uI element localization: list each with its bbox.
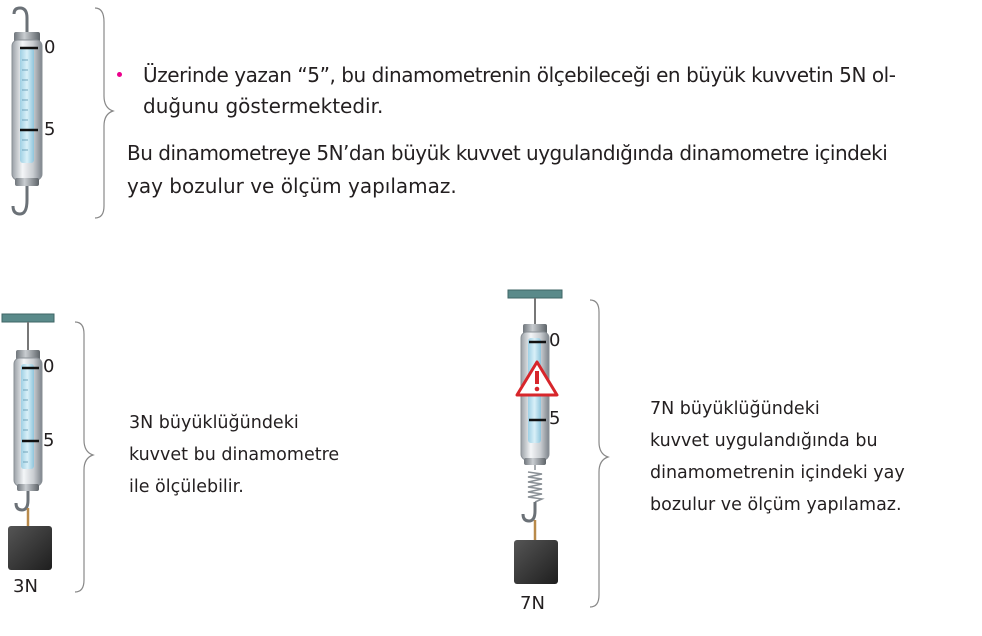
right-text-line-2: kuvvet uygulandığında bu (650, 431, 878, 451)
left-hook-icon (16, 491, 28, 510)
right-hook-icon (523, 502, 535, 521)
left-scale-zero: 0 (43, 356, 55, 377)
top-scale-zero: 0 (44, 37, 56, 58)
left-text-line-1: 3N büyüklüğündeki (129, 413, 299, 433)
top-bullet-line-1: Üzerinde yazan “5”, bu dinamometrenin ölçebileceği en büyük kuvvetin 5N ol- (143, 63, 896, 87)
top-dynamometer (12, 8, 42, 214)
top-hook-icon (14, 8, 27, 34)
right-text-line-4: bozulur ve ölçüm yapılamaz. (650, 495, 902, 515)
left-brace (75, 322, 93, 592)
left-weight-label: 3N (13, 576, 38, 597)
left-scale-five: 5 (43, 430, 55, 451)
right-scale-five: 5 (549, 408, 561, 429)
left-ceiling (2, 314, 54, 322)
left-bottom-cap (17, 484, 39, 491)
top-bottom-cap (15, 178, 39, 186)
right-text-line-1: 7N büyüklüğündeki (650, 399, 820, 419)
top-bullet-line-2: duğunu göstermektedir. (143, 94, 384, 118)
right-brace (590, 300, 608, 607)
right-scale-zero: 0 (549, 330, 561, 351)
top-para-line-2: yay bozulur ve ölçüm yapılamaz. (127, 174, 457, 198)
top-para-line-1: Bu dinamometreye 5N’dan büyük kuvvet uygulandığında dinamometre içindeki (127, 141, 888, 165)
top-scale-five: 5 (44, 119, 56, 140)
right-bottom-cap (524, 458, 546, 465)
right-text-line-3: dinamometrenin içindeki yay (650, 463, 905, 483)
left-weight (8, 526, 52, 570)
top-brace (95, 8, 113, 218)
left-text-line-2: kuvvet bu dinamometre (129, 445, 340, 465)
right-weight (514, 540, 558, 584)
spring-icon (528, 465, 542, 502)
bullet-dot (117, 72, 122, 77)
left-text-line-3: ile ölçülebilir. (129, 477, 244, 497)
top-liquid (20, 48, 34, 163)
right-ceiling (508, 290, 562, 298)
top-bottom-hook-icon (13, 186, 27, 214)
right-weight-label: 7N (520, 593, 545, 614)
